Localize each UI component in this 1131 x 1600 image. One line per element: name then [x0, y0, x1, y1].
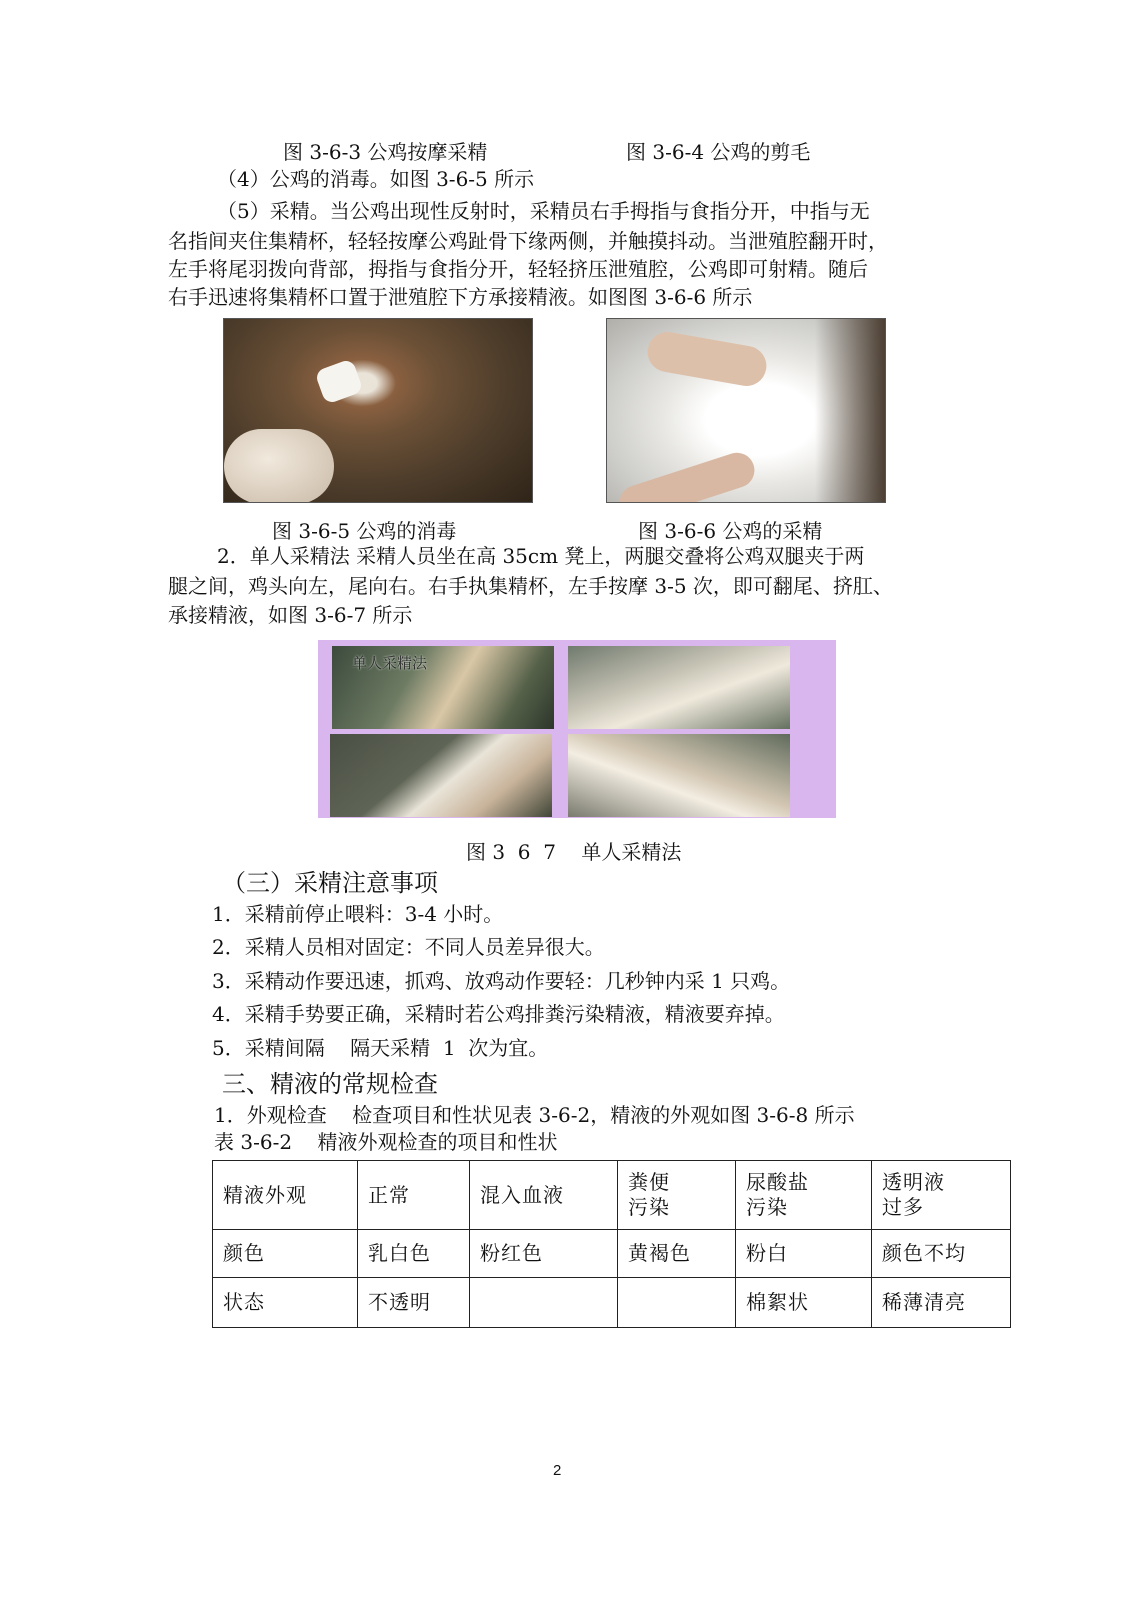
- paragraph-disinfection: （4）公鸡的消毒。如图 3-6-5 所示: [217, 167, 535, 191]
- table-title: 表 3-6-2 精液外观检查的项目和性状: [214, 1130, 558, 1154]
- figure-single-person-collection: [318, 640, 836, 818]
- table-header-cell: 正常: [358, 1161, 470, 1230]
- table-cell: 黄褐色: [618, 1230, 736, 1278]
- table-row: [213, 1278, 1011, 1328]
- table-header-cell: 粪便 污染: [618, 1161, 736, 1230]
- note-item: 4．采精手势要正确，采精时若公鸡排粪污染精液，精液要弃掉。: [212, 1002, 785, 1026]
- table-cell: 状态: [213, 1278, 358, 1328]
- table-row: [213, 1161, 1011, 1230]
- table-row: [213, 1230, 1011, 1278]
- note-item: 3．采精动作要迅速，抓鸡、放鸡动作要轻：几秒钟内采 1 只鸡。: [212, 969, 791, 993]
- table-cell: 稀薄清亮: [872, 1278, 1011, 1328]
- panel-top-right: [568, 646, 790, 729]
- single-method-line-2: 腿之间，鸡头向左，尾向右。右手执集精杯，左手按摩 3-5 次，即可翻尾、挤肛、: [168, 574, 893, 598]
- panel-overlay-title: 单人采精法: [352, 654, 428, 672]
- note-item: 2．采精人员相对固定：不同人员差异很大。: [212, 935, 605, 959]
- photo-rooster-collection: [606, 318, 886, 503]
- paragraph-collection-line-1: （5）采精。当公鸡出现性反射时，采精员右手拇指与食指分开，中指与无: [217, 199, 870, 223]
- table-cell: [618, 1278, 736, 1328]
- table-cell: 颜色: [213, 1230, 358, 1278]
- notes-heading: （三）采精注意事项: [222, 869, 438, 897]
- semen-appearance-table: [212, 1160, 1011, 1328]
- single-method-line-3: 承接精液，如图 3-6-7 所示: [168, 603, 413, 627]
- table-header-cell: 尿酸盐 污染: [736, 1161, 872, 1230]
- single-method-line-1: 2．单人采精法 采精人员坐在高 35cm 凳上，两腿交叠将公鸡双腿夹于两: [217, 544, 865, 568]
- caption-fig-3-6-3: 图 3-6-3 公鸡按摩采精: [283, 140, 488, 164]
- caption-fig-3-6-4: 图 3-6-4 公鸡的剪毛: [626, 140, 811, 164]
- hand-bottom: [615, 448, 759, 503]
- panel-bottom-left: [330, 734, 552, 817]
- note-item: 1．采精前停止喂料：3-4 小时。: [212, 902, 504, 926]
- caption-fig-3-6-6: 图 3-6-6 公鸡的采精: [638, 519, 823, 543]
- page-number: 2: [553, 1462, 562, 1479]
- paragraph-collection-line-3: 左手将尾羽拨向背部，拇指与食指分开，轻轻挤压泄殖腔，公鸡即可射精。随后: [168, 257, 868, 281]
- panel-top-left: [332, 646, 554, 729]
- cotton-swab: [314, 358, 364, 405]
- appearance-check-line: 1．外观检查 检查项目和性状见表 3-6-2，精液的外观如图 3-6-8 所示: [214, 1103, 855, 1127]
- table-header-cell: 混入血液: [470, 1161, 618, 1230]
- table-cell: 粉白: [736, 1230, 872, 1278]
- hand-with-tweezers: [224, 429, 334, 503]
- table-cell: [470, 1278, 618, 1328]
- table-cell: 乳白色: [358, 1230, 470, 1278]
- note-item: 5．采精间隔 隔天采精 1 次为宜。: [212, 1036, 549, 1060]
- caption-fig-3-6-5: 图 3-6-5 公鸡的消毒: [272, 519, 457, 543]
- table-header-cell: 透明液 过多: [872, 1161, 1011, 1230]
- table-cell: 颜色不均: [872, 1230, 1011, 1278]
- table-cell: 棉絮状: [736, 1278, 872, 1328]
- table-header-cell: 精液外观: [213, 1161, 358, 1230]
- hand-top: [644, 329, 769, 389]
- paragraph-collection-line-2: 名指间夹住集精杯，轻轻按摩公鸡趾骨下缘两侧，并触摸抖动。当泄殖腔翻开时，: [168, 229, 888, 253]
- table-cell: 不透明: [358, 1278, 470, 1328]
- section-heading: 三、精液的常规检查: [222, 1070, 438, 1098]
- photo-rooster-disinfection: [223, 318, 533, 503]
- table-cell: 粉红色: [470, 1230, 618, 1278]
- panel-bottom-right: [568, 734, 790, 817]
- paragraph-collection-line-4: 右手迅速将集精杯口置于泄殖腔下方承接精液。如图图 3-6-6 所示: [168, 285, 753, 309]
- caption-fig-3-6-7: 图 3 6 7 单人采精法: [466, 840, 682, 864]
